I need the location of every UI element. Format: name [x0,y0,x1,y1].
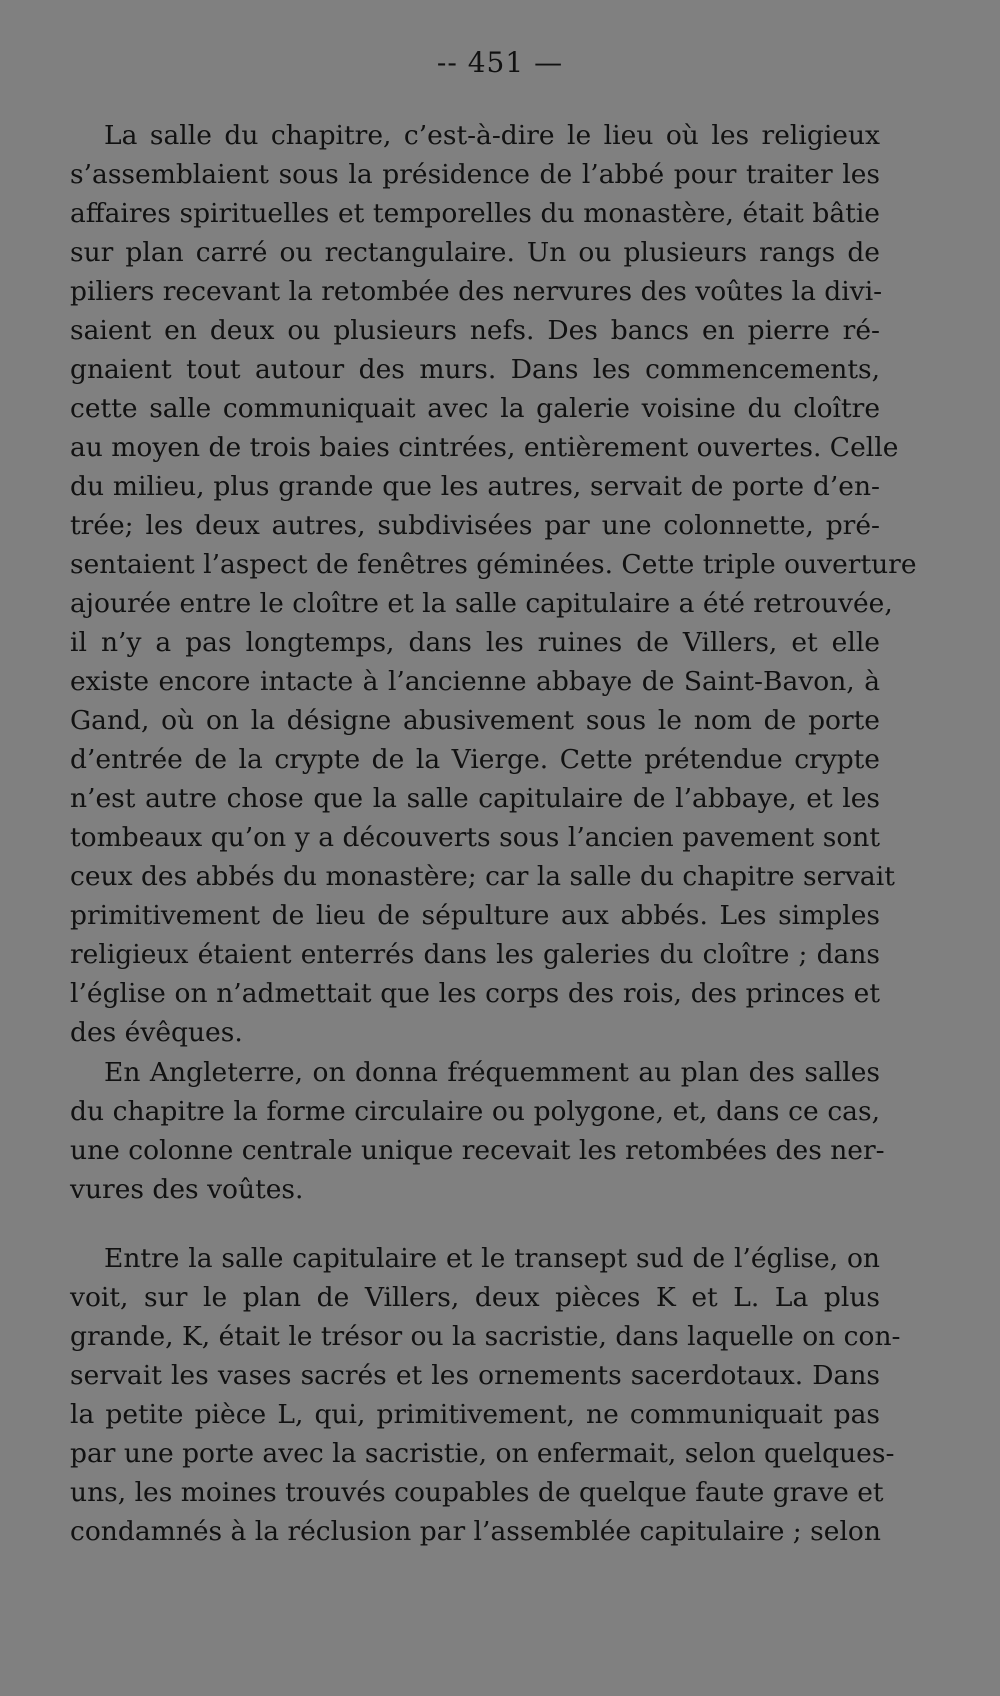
text-line: des évêques. [70,1017,243,1048]
text-line: sentaient l’aspect de fenêtres géminées. Cette triple ouverture [70,549,917,580]
text-line: n’est autre chose que la salle capitulaire de l’abbaye, et les [70,783,880,814]
text-line: une colonne centrale unique recevait les retombées des ner- [70,1135,885,1166]
text-line: En Angleterre, on donna fréquemment au plan des salles [104,1057,880,1088]
text-line: affaires spirituelles et temporelles du monastère, était bâtie [70,198,880,229]
text-line: existe encore intacte à l’ancienne abbaye de Saint-Bavon, à [70,666,880,697]
paragraph-chapter-room [70,116,917,1052]
paragraph-sacristy [70,1239,901,1551]
text-line: du milieu, plus grande que les autres, servait de porte d’en- [70,471,880,502]
text-line: Entre la salle capitulaire et le transept sud de l’église, on [104,1243,880,1274]
text-line: au moyen de trois baies cintrées, entièrement ouvertes. Celle [70,432,899,463]
paragraph-england [70,1053,885,1209]
text-line: Gand, où on la désigne abusivement sous le nom de porte [70,705,880,736]
text-line: saient en deux ou plusieurs nefs. Des bancs en pierre ré- [70,315,880,346]
text-line: ajourée entre le cloître et la salle capitulaire a été retrouvée, [70,588,893,619]
text-line: primitivement de lieu de sépulture aux abbés. Les simples [70,900,880,931]
text-line: l’église on n’admettait que les corps des rois, des princes et [70,978,880,1009]
text-line: du chapitre la forme circulaire ou polygone, et, dans ce cas, [70,1096,880,1127]
text-line: d’entrée de la crypte de la Vierge. Cette prétendue crypte [70,744,880,775]
text-line: cette salle communiquait avec la galerie voisine du cloître [70,393,880,424]
text-line: voit, sur le plan de Villers, deux pièces K et L. La plus [70,1282,880,1313]
text-line: vures des voûtes. [70,1174,304,1205]
text-line: trée; les deux autres, subdivisées par une colonnette, pré- [70,510,880,541]
page-number: -- 451 — [436,46,564,79]
text-line: il n’y a pas longtemps, dans les ruines de Villers, et elle [70,627,880,658]
text-line: religieux étaient enterrés dans les galeries du cloître ; dans [70,939,880,970]
text-line: condamnés à la réclusion par l’assemblée capitulaire ; selon [70,1516,881,1547]
text-line: gnaient tout autour des murs. Dans les commencements, [70,354,880,385]
text-line: tombeaux qu’on y a découverts sous l’ancien pavement sont [70,822,880,853]
text-line: La salle du chapitre, c’est-à-dire le lieu où les religieux [104,120,880,151]
text-line: servait les vases sacrés et les ornements sacerdotaux. Dans [70,1360,880,1391]
text-line: piliers recevant la retombée des nervures des voûtes la divi- [70,276,883,307]
text-line: par une porte avec la sacristie, on enfermait, selon quelques- [70,1438,895,1469]
text-line: uns, les moines trouvés coupables de quelque faute grave et [70,1477,884,1508]
text-line: la petite pièce L, qui, primitivement, ne communiquait pas [70,1399,880,1430]
text-line: s’assemblaient sous la présidence de l’abbé pour traiter les [70,159,880,190]
text-line: ceux des abbés du monastère; car la salle du chapitre servait [70,861,895,892]
text-line: grande, K, était le trésor ou la sacristie, dans laquelle on con- [70,1321,901,1352]
text-line: sur plan carré ou rectangulaire. Un ou plusieurs rangs de [70,237,880,268]
